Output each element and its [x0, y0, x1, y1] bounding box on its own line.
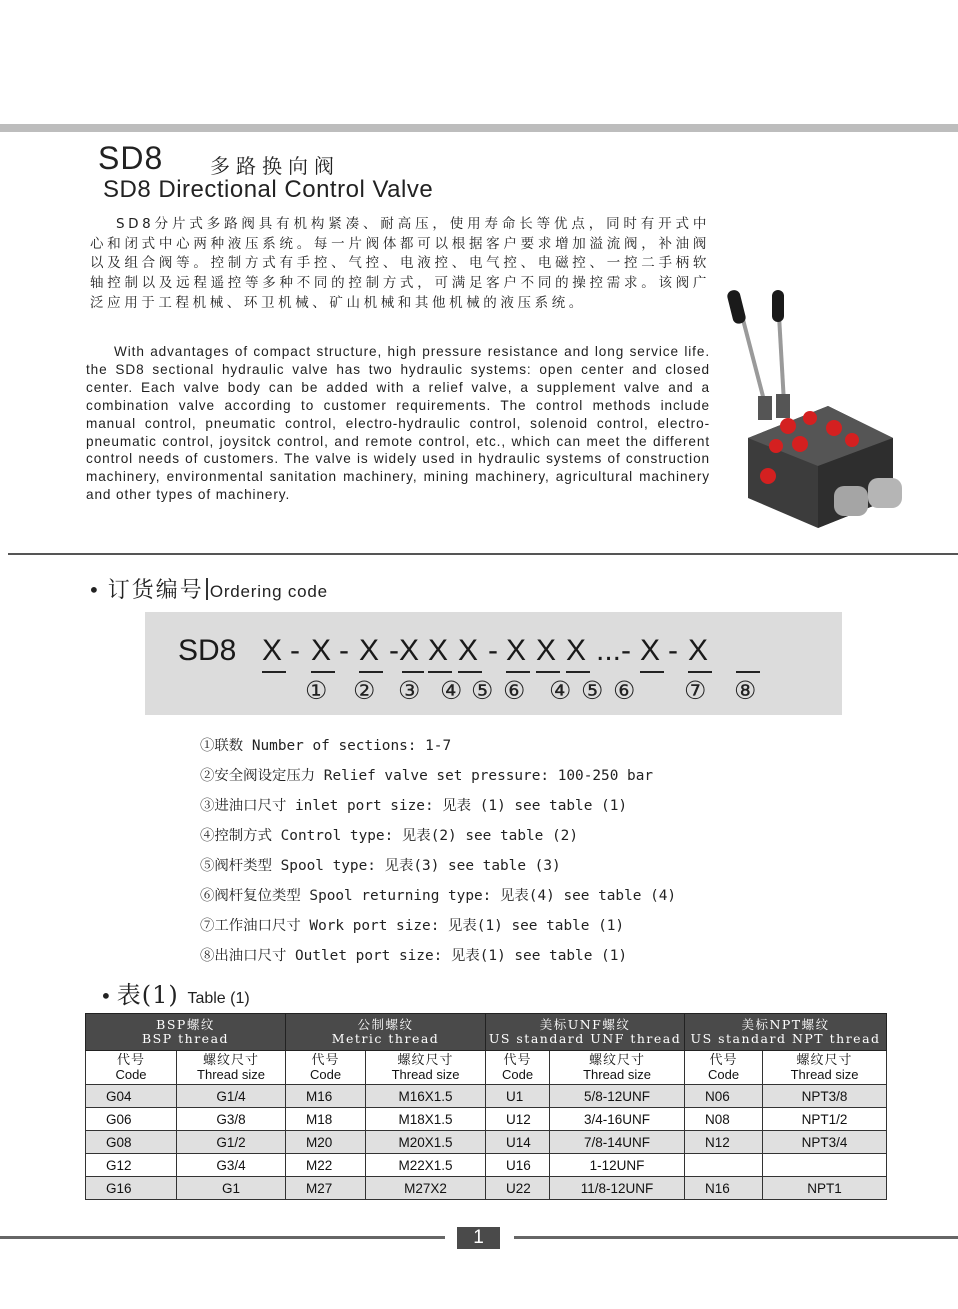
table1-heading — [100, 975, 250, 1010]
table-cell: U14 — [486, 1131, 550, 1154]
code-placeholder: X — [536, 634, 557, 667]
table-cell: 7/8-14UNF — [550, 1131, 685, 1154]
code-position-number: ④ — [549, 676, 572, 705]
table-cell: M16X1.5 — [366, 1085, 486, 1108]
code-underline — [506, 671, 530, 673]
legend-item: ④控制方式 Control type: 见表(2) see table (2) — [200, 828, 578, 844]
table-cell — [685, 1154, 763, 1177]
legend-item: ⑦工作油口尺寸 Work port size: 见表(1) see table (1) — [200, 918, 625, 934]
group-bsp — [86, 1014, 286, 1051]
table-cell: G08 — [86, 1131, 177, 1154]
group-label-cn: BSP螺纹 — [156, 1017, 215, 1032]
code-underline — [311, 671, 335, 673]
code-position-number: ⑥ — [503, 676, 526, 705]
table-cell: G04 — [86, 1085, 177, 1108]
valve-product-image — [718, 288, 918, 538]
table-row — [86, 1085, 887, 1108]
column-header-thread-size — [763, 1051, 887, 1085]
group-label-en: US standard UNF thread — [488, 1031, 682, 1046]
table-cell: N08 — [685, 1108, 763, 1131]
table-cell: 11/8-12UNF — [550, 1177, 685, 1200]
ordering-code-legend — [200, 735, 676, 975]
code-prefix: SD8 — [178, 634, 237, 667]
code-underline — [566, 671, 590, 673]
table-group-header — [86, 1014, 887, 1051]
code-separator: - — [290, 634, 300, 667]
table-cell: NPT1/2 — [763, 1108, 887, 1131]
heading-separator — [206, 578, 208, 600]
column-header-code — [486, 1051, 550, 1085]
table-cell: G3/4 — [177, 1154, 286, 1177]
column-header-en: Thread size — [790, 1066, 859, 1082]
code-position-number: ① — [305, 676, 328, 705]
column-header-en: Thread size — [583, 1066, 651, 1082]
title-chinese: 多路换向阀 — [210, 154, 340, 178]
table-cell: G06 — [86, 1108, 177, 1131]
column-header-code — [286, 1051, 366, 1085]
table-cell: G1/2 — [177, 1131, 286, 1154]
column-header-code — [685, 1051, 763, 1085]
group-label-en: US standard NPT thread — [690, 1031, 881, 1046]
table-cell: M22 — [286, 1154, 366, 1177]
footer-line-left — [0, 1236, 445, 1239]
table1-heading-cn: 表(1) — [116, 981, 179, 1009]
table-cell: NPT1 — [763, 1177, 887, 1200]
column-header-cn: 螺纹尺寸 — [397, 1052, 454, 1068]
group-unf — [486, 1014, 685, 1051]
code-underline — [359, 671, 383, 673]
description-chinese — [90, 215, 710, 314]
code-placeholder: X — [458, 634, 479, 667]
code-underline — [458, 671, 482, 673]
legend-item: ⑥阀杆复位类型 Spool returning type: 见表(4) see table (4) — [200, 888, 677, 904]
code-position-number: ④ — [440, 676, 463, 705]
table-cell: 1-12UNF — [550, 1154, 685, 1177]
table-cell: M20 — [286, 1131, 366, 1154]
column-header-cn: 代号 — [311, 1052, 340, 1068]
column-header-cn: 螺纹尺寸 — [203, 1052, 260, 1068]
model-title: SD8 — [98, 140, 164, 176]
table-cell: 5/8-12UNF — [550, 1085, 685, 1108]
group-label-en: BSP thread — [141, 1031, 230, 1046]
description-english-text: With advantages of compact structure, high pressure resistance and long service life. the SD8 sectional hydraulic valve has two hydraulic systems: open center and closed center. Each valve body can be added with a relief valve, a supplement valve and a combination valve according to customer requirements. The control methods include manual control, pneumatic control, electro-hydraulic control, solenoid control, electro-pneumatic control, joysitck control, and remote control, etc., which can meet the different control needs of customers. The valve is widely used in hydraulic systems of construction machinery, environmental sanitation machinery, mining machinery, agricultural machinery and other types of machinery. — [86, 344, 710, 503]
table-column-header — [86, 1051, 887, 1085]
code-placeholder: -X — [389, 634, 419, 667]
column-header-cn: 代号 — [709, 1052, 738, 1068]
table-cell: U12 — [486, 1108, 550, 1131]
column-header-en: Code — [115, 1066, 147, 1082]
thread-size-table — [85, 1013, 887, 1200]
table-cell: NPT3/8 — [763, 1085, 887, 1108]
legend-item: ⑤阀杆类型 Spool type: 见表(3) see table (3) — [200, 858, 561, 874]
table-row — [86, 1131, 887, 1154]
table-cell: M27X2 — [366, 1177, 486, 1200]
legend-item: ②安全阀设定压力 Relief valve set pressure: 100-250 bar — [200, 768, 654, 784]
table-cell: M16 — [286, 1085, 366, 1108]
group-label-cn: 公制螺纹 — [357, 1017, 414, 1032]
code-separator: - — [668, 634, 678, 667]
table-cell: G1 — [177, 1177, 286, 1200]
column-header-cn: 代号 — [116, 1052, 145, 1068]
table-cell: 3/4-16UNF — [550, 1108, 685, 1131]
code-position-number: ⑤ — [471, 676, 494, 705]
code-placeholder: X — [688, 634, 709, 667]
group-label-cn: 美标NPT螺纹 — [741, 1017, 830, 1032]
group-label-en: Metric thread — [331, 1031, 440, 1046]
code-placeholder: X — [640, 634, 661, 667]
code-separator: - — [339, 634, 349, 667]
bullet-icon: • — [88, 578, 102, 602]
legend-item: ⑧出油口尺寸 Outlet port size: 见表(1) see table (1) — [200, 948, 628, 964]
column-header-en: Thread size — [391, 1066, 460, 1082]
table-cell — [763, 1154, 887, 1177]
table-row — [86, 1154, 887, 1177]
table-cell: G12 — [86, 1154, 177, 1177]
code-position-number: ③ — [398, 676, 421, 705]
table-cell: M18X1.5 — [366, 1108, 486, 1131]
table-cell: U16 — [486, 1154, 550, 1177]
column-header-thread-size — [366, 1051, 486, 1085]
code-separator: - — [488, 634, 498, 667]
code-underline — [536, 671, 560, 673]
code-placeholder: X — [566, 634, 587, 667]
code-position-number: ⑤ — [581, 676, 604, 705]
code-underline — [640, 671, 664, 673]
code-position-number: ⑦ — [684, 676, 707, 705]
code-underline — [688, 671, 712, 673]
table-cell: N12 — [685, 1131, 763, 1154]
bullet-icon: • — [100, 984, 113, 1008]
legend-item: ①联数 Number of sections: 1-7 — [200, 738, 452, 754]
ordering-heading-cn: 订货编号 — [107, 578, 204, 603]
code-placeholder: X — [359, 634, 380, 667]
table-row — [86, 1108, 887, 1131]
column-header-cn: 螺纹尺寸 — [796, 1052, 853, 1068]
code-position-number: ⑥ — [613, 676, 636, 705]
table-row — [86, 1177, 887, 1200]
group-npt — [685, 1014, 887, 1051]
code-position-number: ② — [353, 676, 376, 705]
description-chinese-text: SD8分片式多路阀具有机构紧凑、耐高压，使用寿命长等优点，同时有开式中心和闭式中心两种液压系统。每一片阀体都可以根据客户要求增加溢流阀，补油阀以及组合阀等。控制方式有手控、气控、电液控、电气控、电磁控、一控二手柄软轴控制以及远程遥控等多种不同的控制方式，可满足客户不同的操控需求。该阀广泛应用于工程机械、环卫机械、矿山机械和其他机械的液压系统。 — [90, 216, 710, 311]
column-header-en: Code — [501, 1066, 534, 1082]
column-header-cn: 代号 — [503, 1052, 532, 1068]
column-header-cn: 螺纹尺寸 — [589, 1052, 646, 1068]
code-underline — [402, 671, 424, 673]
code-underline — [428, 671, 452, 673]
group-label-cn: 美标UNF螺纹 — [539, 1017, 631, 1032]
code-underline — [262, 671, 286, 673]
table-cell: G3/8 — [177, 1108, 286, 1131]
code-placeholder: X — [506, 634, 527, 667]
table-cell: N06 — [685, 1085, 763, 1108]
table-cell: M27 — [286, 1177, 366, 1200]
title-english: SD8 Directional Control Valve — [103, 176, 434, 203]
legend-item: ③进油口尺寸 inlet port size: 见表 (1) see table (1) — [200, 798, 628, 814]
table-cell: N16 — [685, 1177, 763, 1200]
column-header-en: Code — [309, 1066, 342, 1082]
footer-line-right — [514, 1236, 958, 1239]
table-cell: M20X1.5 — [366, 1131, 486, 1154]
code-placeholder: X — [262, 634, 283, 667]
code-separator: ...- — [596, 634, 631, 667]
table-cell: M18 — [286, 1108, 366, 1131]
page-number: 1 — [457, 1227, 500, 1249]
table-cell: U1 — [486, 1085, 550, 1108]
description-english — [86, 343, 710, 504]
table-body — [86, 1085, 887, 1200]
column-header-thread-size — [177, 1051, 286, 1085]
table-cell: NPT3/4 — [763, 1131, 887, 1154]
table-cell: G1/4 — [177, 1085, 286, 1108]
column-header-en: Code — [707, 1066, 740, 1082]
code-placeholder: X — [311, 634, 332, 667]
table-cell: M22X1.5 — [366, 1154, 486, 1177]
top-band — [0, 124, 958, 132]
column-header-en: Thread size — [197, 1066, 265, 1082]
code-underline — [736, 671, 760, 673]
table1-heading-en: Table (1) — [187, 990, 250, 1007]
section-divider — [8, 553, 958, 555]
code-placeholder: X — [428, 634, 449, 667]
column-header-code — [86, 1051, 177, 1085]
ordering-heading-en: Ordering code — [209, 582, 328, 601]
table-cell: G16 — [86, 1177, 177, 1200]
code-position-number: ⑧ — [734, 676, 757, 705]
ordering-code-heading — [88, 573, 328, 604]
column-header-thread-size — [550, 1051, 685, 1085]
table-cell: U22 — [486, 1177, 550, 1200]
group-metric — [286, 1014, 486, 1051]
